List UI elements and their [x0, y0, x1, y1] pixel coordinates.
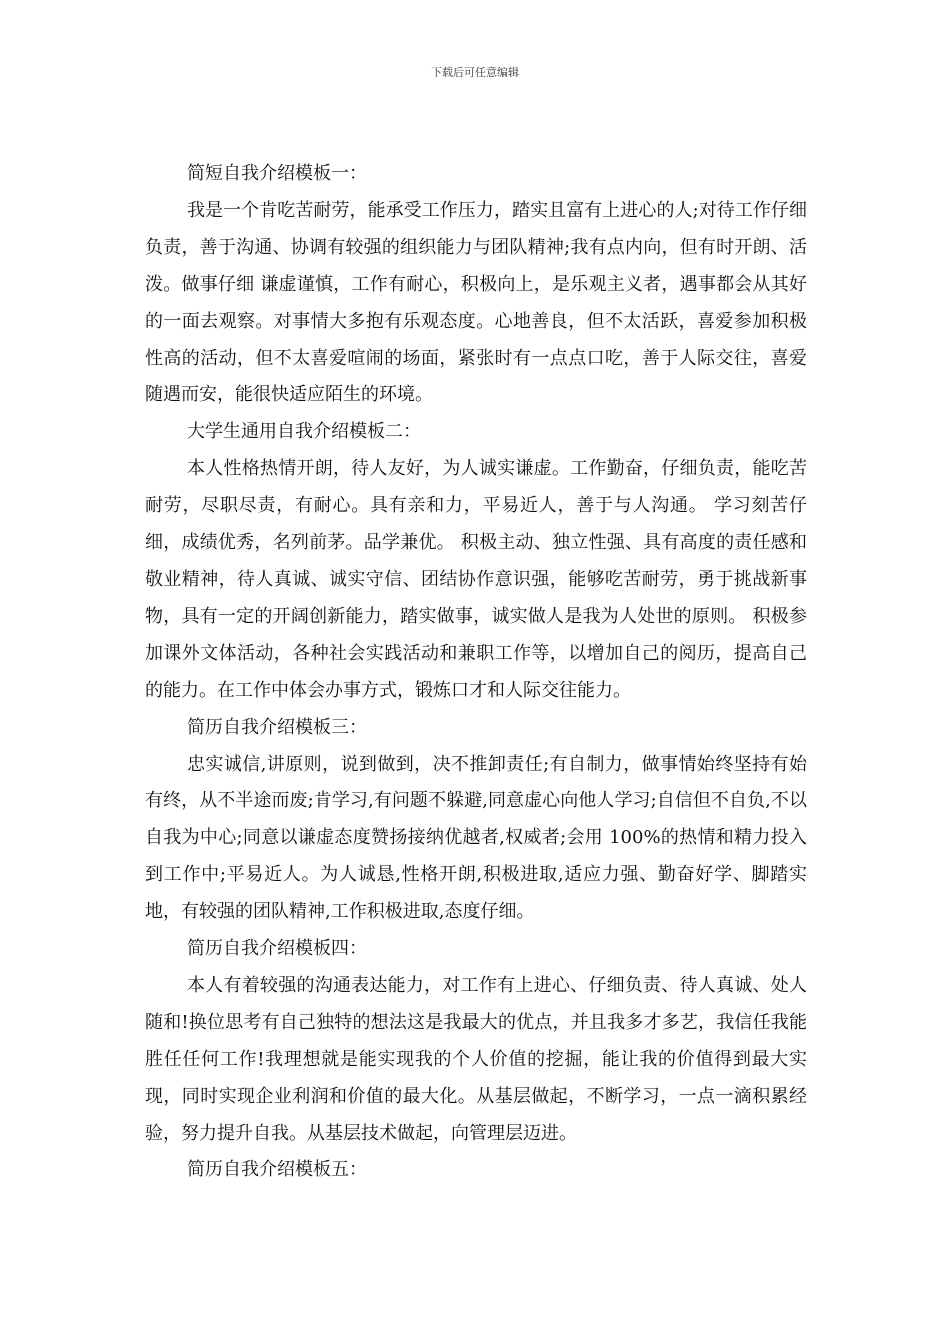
document-body: [145, 156, 807, 1189]
section-heading: 简历自我介绍模板三：: [187, 716, 367, 738]
section-3: [145, 710, 807, 931]
section-heading: 简历自我介绍模板五：: [187, 1159, 367, 1181]
section-heading: 简历自我介绍模板四：: [187, 938, 367, 960]
section-heading: 大学生通用自我介绍模板二：: [187, 421, 421, 443]
section-paragraph: 忠实诚信,讲原则，说到做到，决不推卸责任;有自制力，做事情始终坚持有始有终，从不半途而废;肯学习,有问题不躲避,同意虚心向他人学习;自信但不自负,不以自我为中心;同意以谦虚态度赞扬接纳优越者,权威者;会用 100%的热情和精力投入到工作中;平易近人。为人诚恳,性格开朗,积极进取,适应力强、勤奋好学、脚踏实地，有较强的团队精神,工作积极进取,态度仔细。: [145, 753, 807, 923]
section-heading: 简短自我介绍模板一：: [187, 163, 367, 184]
section-1: [145, 156, 807, 414]
section-4: [145, 931, 807, 1152]
section-5: [145, 1152, 807, 1189]
section-paragraph: 本人性格热情开朗，待人友好，为人诚实谦虚。工作勤奋，仔细负责，能吃苦耐劳，尽职尽责，有耐心。具有亲和力，平易近人，善于与人沟通。 学习刻苦仔细，成绩优秀，名列前茅。品学兼优。 积极主动、独立性强、具有高度的责任感和敬业精神，待人真诚、诚实守信、团结协作意识强，能够吃苦耐劳，勇于挑战新事物，具有一定的开阔创新能力，踏实做事，诚实做人是我为人处世的原则。 积极参加课外文体活动，各种社会实践活动和兼职工作等，以增加自己的阅历，提高自己的能力。在工作中体会办事方式，锻炼口才和人际交往能力。: [145, 458, 807, 701]
page-header: 下载后可任意编辑: [431, 66, 519, 79]
section-paragraph: 我是一个肯吃苦耐劳，能承受工作压力，踏实且富有上进心的人;对待工作仔细负责，善于沟通、协调有较强的组织能力与团队精神;我有点内向，但有时开朗、活泼。做事仔细 谦虚谨慎，工作有耐心，积极向上，是乐观主义者，遇事都会从其好的一面去观察。对事情大多抱有乐观态度。心地善良，但不太活跃，喜爱参加积极性高的活动，但不太喜爱喧闹的场面，紧张时有一点点口吃，善于人际交往，喜爱随遇而安，能很快适应陌生的环境。: [145, 199, 807, 406]
section-2: [145, 414, 807, 709]
section-paragraph: 本人有着较强的沟通表达能力，对工作有上进心、仔细负责、待人真诚、处人随和!换位思考有自己独特的想法这是我最大的优点，并且我多才多艺，我信任我能胜任任何工作!我理想就是能实现我的个人价值的挖掘，能让我的价值得到最大实现，同时实现企业利润和价值的最大化。从基层做起，不断学习，一点一滴积累经验，努力提升自我。从基层技术做起，向管理层迈进。: [145, 974, 807, 1144]
